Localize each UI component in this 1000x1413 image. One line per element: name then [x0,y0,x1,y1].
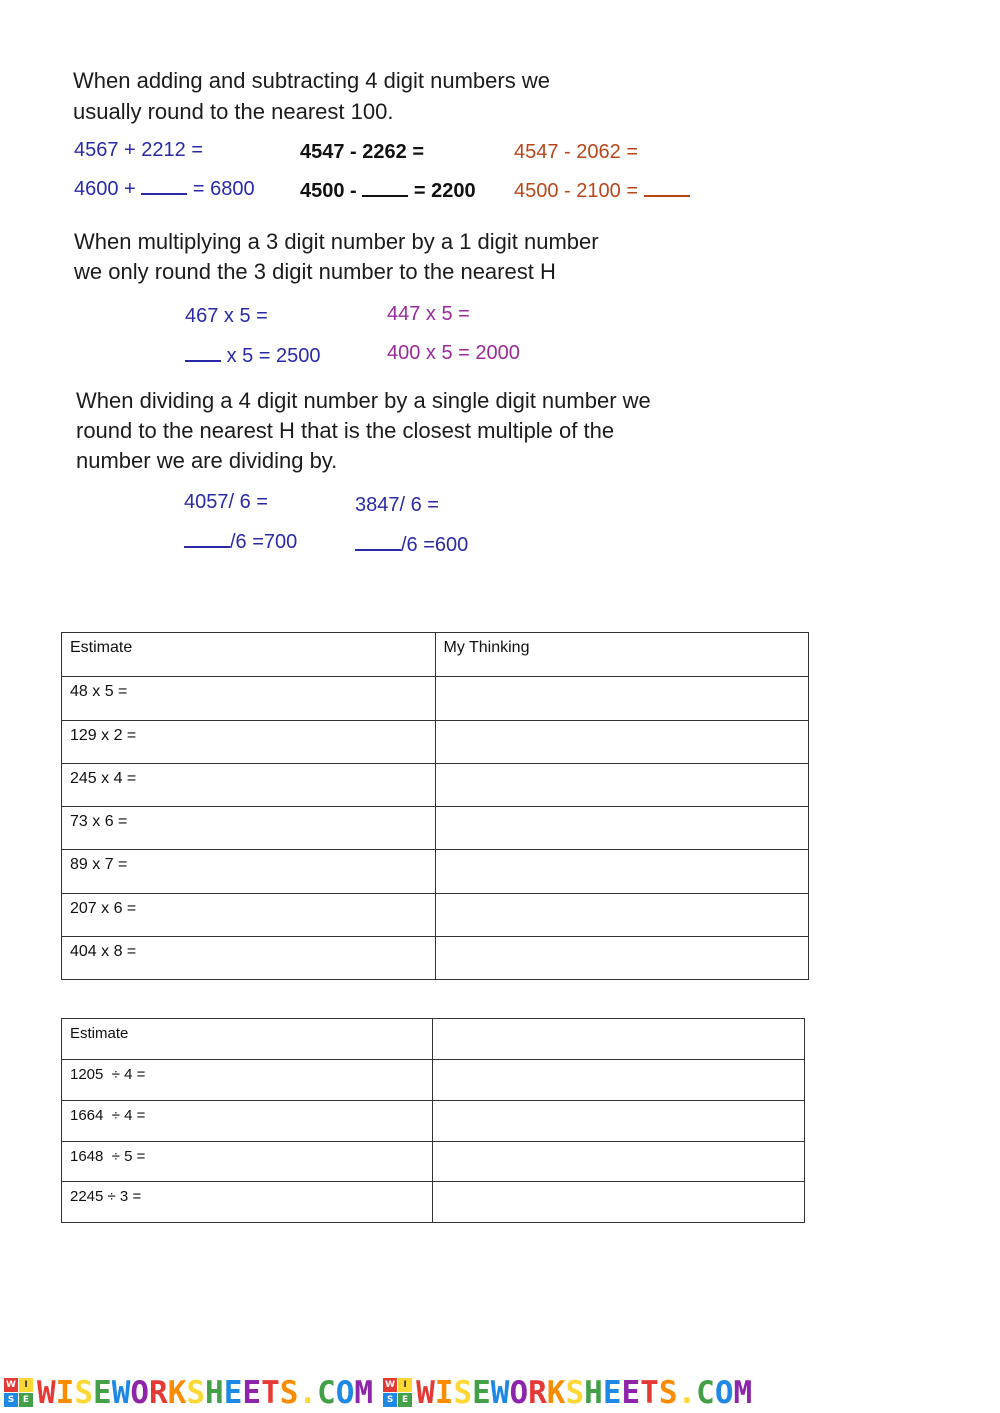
thinking-cell[interactable] [435,677,809,721]
brand-text [37,1375,373,1411]
multiply-rounded-right: x 5 = 2500 [226,345,321,367]
estimate-cell: 245 x 4 = [62,764,436,807]
brand-letter: W [37,1374,56,1411]
estimate-cell: 129 x 2 = [62,721,436,764]
brand-letter: W [416,1374,435,1411]
thinking-cell[interactable] [432,1182,804,1223]
table-row [62,1182,805,1223]
brand-letter: H [205,1374,224,1411]
sub-rounded-left-2: 4500 - 2100 = [514,180,638,202]
divide-line-1: When dividing a 4 digit number by a single digit number we [76,388,651,413]
table-row [62,721,809,764]
add-example: 4567 + 2212 = [74,139,204,161]
divide-rounded-right-2: /6 =600 [401,534,469,556]
sub-rounded-example-1 [300,179,476,203]
brand-letter: C [317,1374,336,1411]
thinking-cell[interactable] [435,850,809,894]
estimate-cell: 207 x 6 = [62,894,436,937]
footer-brand-1 [4,1375,373,1411]
multiply-line-1: When multiplying a 3 digit number by a 1 digit number [74,229,599,254]
thinking-cell[interactable] [435,807,809,850]
estimate-cell: 48 x 5 = [62,677,436,721]
brand-letter: T [261,1374,280,1411]
divide-rounded-example-1 [184,530,297,554]
header-estimate: Estimate [62,633,436,677]
divide-rounded-example-2 [355,533,468,557]
sub-example-2: 4547 - 2062 = [514,141,638,163]
intro-line-1: When adding and subtracting 4 digit numbers we [73,68,550,93]
brand-letter: O [509,1374,529,1411]
footer-watermark [0,1372,1000,1413]
table-row [62,1142,805,1182]
brand-letter: S [453,1374,473,1411]
answer-blank [184,530,230,548]
intro-line-2: usually round to the nearest 100. [73,99,394,124]
table-row [62,894,809,937]
brand-letter: S [279,1374,299,1411]
table-row [62,850,809,894]
table-row [62,677,809,721]
brand-letter: K [167,1374,187,1411]
brand-letter: E [242,1374,262,1411]
table-row [62,937,809,980]
add-rounded-right: = 6800 [192,178,255,200]
brand-letter: O [130,1374,150,1411]
brand-letter: O [714,1374,734,1411]
brand-letter: . [298,1374,318,1411]
brand-letter: R [528,1374,547,1411]
brand-letter: H [584,1374,603,1411]
thinking-cell[interactable] [435,894,809,937]
header-my-thinking: My Thinking [435,633,809,677]
multiply-line-2: we only round the 3 digit number to the nearest H [74,259,556,284]
brand-letter: E [472,1374,491,1411]
multiply-rounded-example-1 [185,344,321,368]
table-row [62,1101,805,1142]
table-header-row [62,633,809,677]
answer-blank [644,179,690,197]
sub-rounded-example-2 [514,179,690,203]
answer-blank [141,177,187,195]
multiplication-estimate-table [61,632,809,980]
estimate-cell: 2245 ÷ 3 = [62,1182,433,1223]
brand-letter: T [640,1374,659,1411]
divide-rounded-right-1: /6 =700 [230,531,298,553]
brand-letter: K [546,1374,566,1411]
brand-letter: W [111,1374,131,1411]
estimate-cell: 73 x 6 = [62,807,436,850]
brand-letter: E [223,1374,243,1411]
brand-letter: M [354,1374,374,1411]
divide-line-3: number we are dividing by. [76,448,338,473]
divide-example-2: 3847/ 6 = [355,494,439,516]
brand-letter: . [677,1374,697,1411]
footer-brand-2 [383,1375,752,1411]
estimate-cell: 1648 ÷ 5 = [62,1142,433,1182]
division-estimate-table [61,1018,805,1223]
estimate-cell: 89 x 7 = [62,850,436,894]
estimate-cell: 404 x 8 = [62,937,436,980]
table-row [62,807,809,850]
wise-logo-icon: W I S E [383,1378,412,1407]
header-blank [432,1019,804,1060]
estimate-cell: 1205 ÷ 4 = [62,1060,433,1101]
thinking-cell[interactable] [435,937,809,980]
answer-blank [362,179,408,197]
brand-letter: E [93,1374,112,1411]
brand-letter: R [149,1374,168,1411]
brand-text [416,1375,752,1411]
divide-line-2: round to the nearest H that is the closest multiple of the [76,418,615,443]
brand-letter: W [490,1374,510,1411]
brand-letter: E [621,1374,641,1411]
add-rounded-example [74,177,255,201]
brand-letter: M [733,1374,753,1411]
brand-letter: I [55,1374,75,1411]
multiply-example-2: 447 x 5 = [387,303,470,325]
sub-rounded-right: = 2200 [413,180,476,202]
estimate-cell: 1664 ÷ 4 = [62,1101,433,1142]
brand-letter: O [335,1374,355,1411]
thinking-cell[interactable] [435,721,809,764]
multiply-example-1: 467 x 5 = [185,305,268,327]
brand-letter: S [658,1374,678,1411]
table-header-row [62,1019,805,1060]
thinking-cell[interactable] [432,1101,804,1142]
thinking-cell[interactable] [432,1060,804,1101]
brand-letter: E [602,1374,622,1411]
thinking-cell[interactable] [435,764,809,807]
brand-letter: C [696,1374,715,1411]
table-row [62,764,809,807]
brand-letter: S [565,1374,585,1411]
header-estimate: Estimate [62,1019,433,1060]
thinking-cell[interactable] [432,1142,804,1182]
wise-logo-icon: W I S E [4,1378,33,1407]
answer-blank [355,533,401,551]
answer-blank [185,344,221,362]
sub-example-1: 4547 - 2262 = [300,141,424,163]
add-rounded-left: 4600 + [74,178,136,200]
brand-letter: S [186,1374,206,1411]
table-row [62,1060,805,1101]
brand-letter: S [74,1374,94,1411]
multiply-rounded-example-2: 400 x 5 = 2000 [387,342,520,364]
divide-example-1: 4057/ 6 = [184,491,268,513]
brand-letter: I [434,1374,454,1411]
sub-rounded-left: 4500 - [300,180,357,202]
